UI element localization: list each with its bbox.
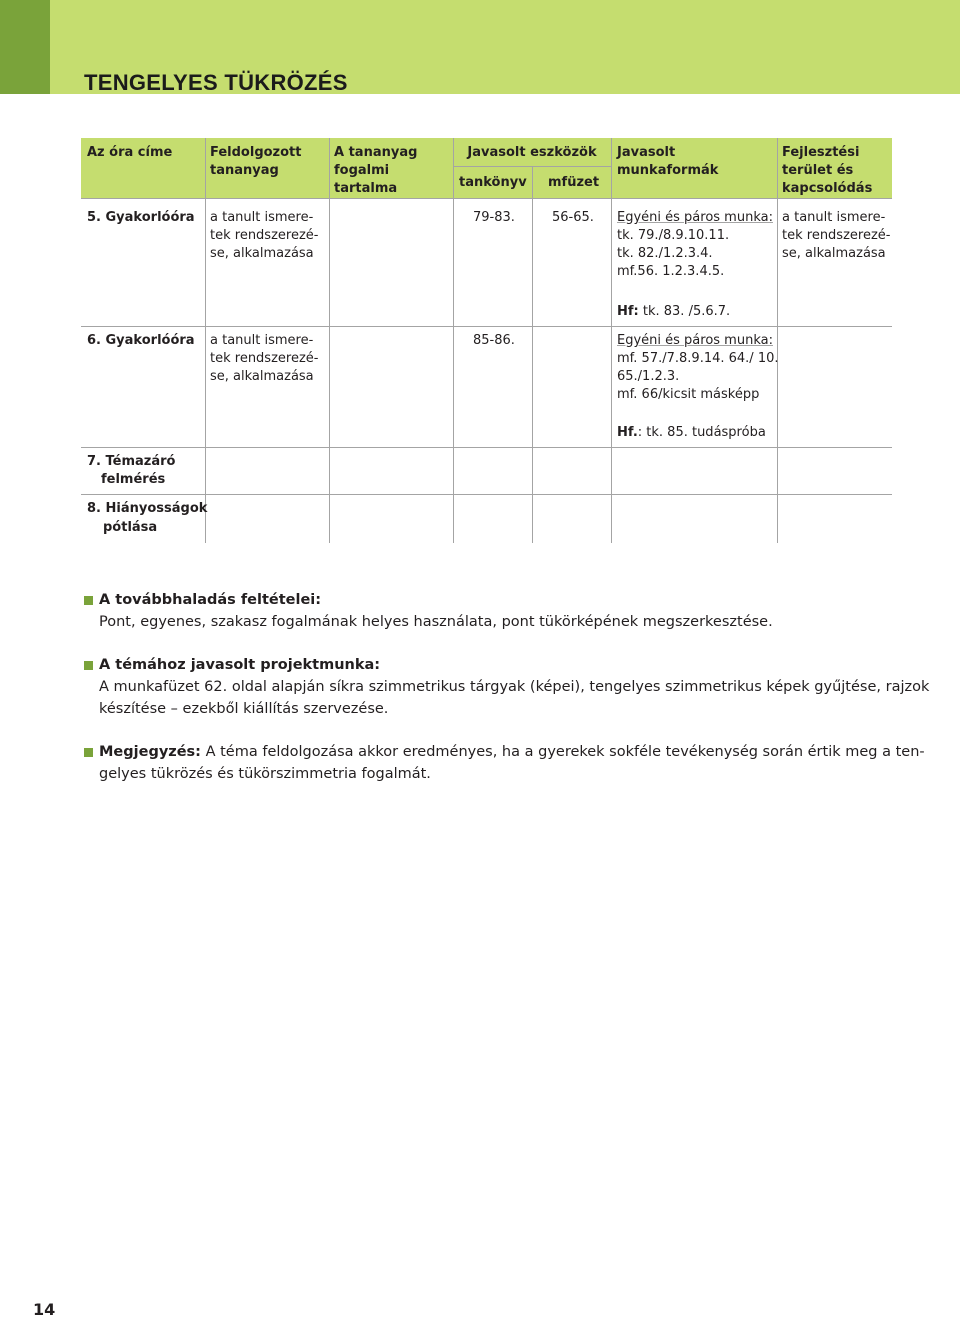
header-feldolgozott-l1: Feldolgozott xyxy=(210,145,302,160)
row8-cim-l2: pótlása xyxy=(103,520,158,535)
header-feldolgozott-l2: tananyag xyxy=(210,163,279,178)
chapter-tab xyxy=(0,0,50,94)
row5-fejl-l3: se, alkalmazása xyxy=(782,246,886,261)
row5-munka-l3: mf.56. 1.2.3.4.5. xyxy=(617,264,725,279)
row5-munka-l2: tk. 82./1.2.3.4. xyxy=(617,246,713,261)
row6-munka-l2: 65./1.2.3. xyxy=(617,369,680,384)
header-fogalmi-l1: A tananyag xyxy=(334,145,418,160)
rule-row6-bottom xyxy=(81,447,892,448)
row6-tananyag-l1: a tanult ismere- xyxy=(210,333,314,348)
row5-fejl-l1: a tanult ismere- xyxy=(782,210,886,225)
row7-cim-l1: 7. Témazáró xyxy=(87,454,176,469)
row8-cim-l1: 8. Hiányosságok xyxy=(87,501,208,516)
row6-hazi-feladat xyxy=(617,424,766,442)
section2-line2: készítése – ezekből kiállítás szervezése. xyxy=(99,701,389,717)
section2-line1: A munkafüzet 62. oldal alapján síkra szimmetrikus tárgyak (képei), tengelyes szimmetrikus képek gyűjtése, rajzok xyxy=(99,679,930,695)
row5-tankonyv: 79-83. xyxy=(473,210,515,225)
row5-munka-title: Egyéni és páros munka: xyxy=(617,210,773,225)
bullet-square-icon xyxy=(84,748,93,757)
col-rule-6 xyxy=(777,138,778,543)
row6-tananyag-l3: se, alkalmazása xyxy=(210,369,314,384)
header-fogalmi-l3: tartalma xyxy=(334,181,398,196)
section2-heading: A témához javasolt projektmunka: xyxy=(99,657,381,673)
header-fejlesztesi-l3: kapcsolódás xyxy=(782,181,873,196)
col-rule-4 xyxy=(532,166,533,543)
header-fejlesztesi-l1: Fejlesztési xyxy=(782,145,860,160)
row5-tananyag-l2: tek rendszerezé- xyxy=(210,228,319,243)
header-fogalmi-l2: fogalmi xyxy=(334,163,390,178)
section3-line2: gelyes tükrözés és tükörszimmetria fogalmát. xyxy=(99,766,431,782)
header-mfuzet: mfüzet xyxy=(548,175,600,190)
row5-fejl-l2: tek rendszerezé- xyxy=(782,228,891,243)
row6-hf-label: Hf. xyxy=(617,425,638,440)
row5-hf-label: Hf: xyxy=(617,304,639,319)
col-rule-3 xyxy=(453,138,454,543)
col-rule-2 xyxy=(329,138,330,543)
row6-cim: 6. Gyakorlóóra xyxy=(87,333,195,348)
row5-cim: 5. Gyakorlóóra xyxy=(87,210,195,225)
row7-cim-l2: felmérés xyxy=(101,472,166,487)
header-javasolt-eszkozok: Javasolt eszközök xyxy=(467,145,597,160)
col-rule-5 xyxy=(611,138,612,543)
bullet-square-icon xyxy=(84,596,93,605)
section1-line1: Pont, egyenes, szakasz fogalmának helyes használata, pont tükörképének megszerkesztése. xyxy=(99,614,773,630)
header-munkaformak-l2: munkaformák xyxy=(617,163,719,178)
rule-header-bottom xyxy=(81,198,892,199)
row6-hf-text: : tk. 85. tudáspróba xyxy=(637,425,766,440)
row5-tananyag-l1: a tanult ismere- xyxy=(210,210,314,225)
section3-line1 xyxy=(99,741,925,763)
row6-tananyag-l2: tek rendszerezé- xyxy=(210,351,319,366)
row5-hazi-feladat xyxy=(617,303,730,321)
row5-munka-l1: tk. 79./8.9.10.11. xyxy=(617,228,730,243)
page-title: TENGELYES TÜKRÖZÉS xyxy=(84,70,348,95)
rule-row7-bottom xyxy=(81,494,892,495)
row5-mfuzet: 56-65. xyxy=(552,210,594,225)
section3-text: A téma feldolgozása akkor eredményes, ha a gyerekek sokféle tevékenység során értik meg a ten- xyxy=(200,744,925,760)
row6-tankonyv: 85-86. xyxy=(473,333,515,348)
row5-hf-text: tk. 83. /5.6.7. xyxy=(638,304,731,319)
row6-munka-l1: mf. 57./7.8.9.14. 64./ 10. xyxy=(617,351,779,366)
header-munkaformak-l1: Javasolt xyxy=(617,145,676,160)
header-fejlesztesi-l2: terület és xyxy=(782,163,854,178)
section1-heading: A továbbhaladás feltételei: xyxy=(99,592,322,608)
section3-heading: Megjegyzés: xyxy=(99,744,201,760)
page-number: 14 xyxy=(33,1300,56,1319)
header-ora-cime: Az óra címe xyxy=(87,145,173,160)
row6-munka-title: Egyéni és páros munka: xyxy=(617,333,773,348)
row5-tananyag-l3: se, alkalmazása xyxy=(210,246,314,261)
rule-row5-bottom xyxy=(81,326,892,327)
header-tankonyv: tankönyv xyxy=(459,175,527,190)
bullet-square-icon xyxy=(84,661,93,670)
row6-munka-l3: mf. 66/kicsit másképp xyxy=(617,387,760,402)
col-rule-1 xyxy=(205,138,206,543)
